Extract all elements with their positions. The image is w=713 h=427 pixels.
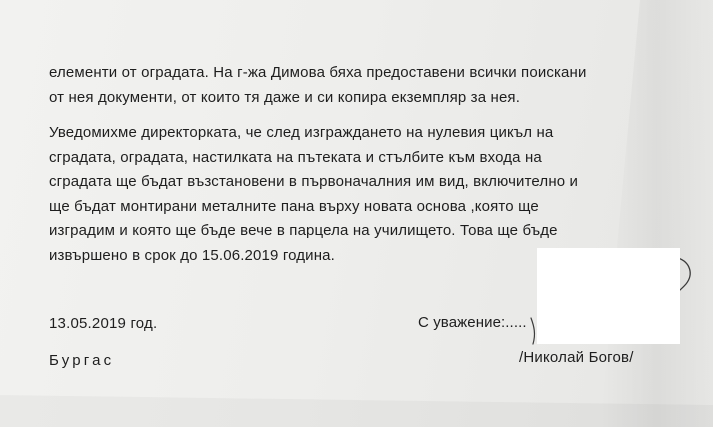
- letter-city: Бургас: [49, 352, 115, 369]
- text-line: ще бъдат монтирани металните пана върху новата основа ,която ще: [49, 197, 539, 215]
- closing-salutation: С уважение:.....: [418, 314, 527, 331]
- letter-date: 13.05.2019 год.: [49, 315, 158, 332]
- text-line: елементи от оградата. На г-жа Димова бяха предоставени всички поискани: [49, 64, 587, 81]
- text-line: сградата, оградата, настилката на пътеката и стълбите към входа на: [49, 148, 542, 166]
- text-line: извършено в срок до 15.06.2019 година.: [49, 246, 335, 264]
- redaction-box: [537, 248, 680, 344]
- paragraph-documents: [49, 61, 587, 110]
- text-line: Уведомихме директорката, че след изграждането на нулевия цикъл на: [49, 124, 554, 141]
- text-line: от нея документи, от които тя даже и си копира екземпляр за нея.: [49, 88, 521, 106]
- paragraph-restoration: [49, 121, 578, 268]
- signer-name: /Николай Богов/: [519, 349, 634, 366]
- text-line: сградата ще бъдат възстановени в първоначалния им вид, включително и: [49, 173, 579, 190]
- text-line: изградим и която ще бъде вече в парцела на училището. Това ще бъде: [49, 222, 558, 239]
